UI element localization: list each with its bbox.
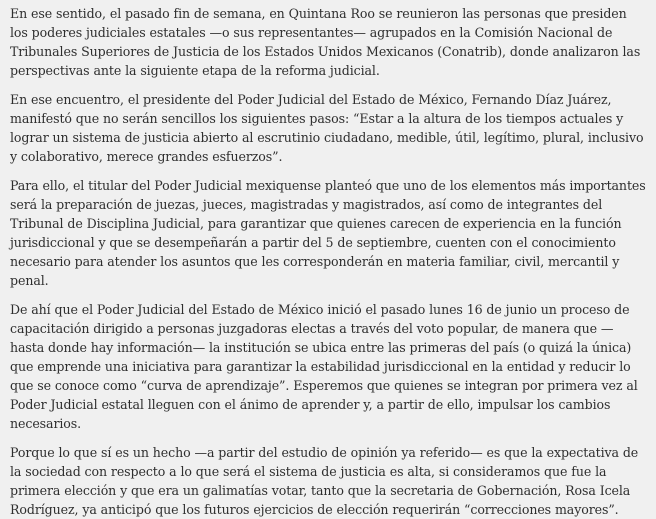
paragraph: Porque lo que sí es un hecho —a partir del estudio de opinión ya referido— es que la expectativa de la sociedad con respecto a lo que será el sistema de justicia es alta, si consideramos que fue la primera elección y que era un galimatías votar, tanto que la secretaria de Gobernación, Rosa Icela Rodríguez, ya anticipó que los futuros ejercicios de elección requerirán “correcciones mayores”. (10, 445, 639, 517)
paragraph: De ahí que el Poder Judicial del Estado de México inició el pasado lunes 16 de junio un proceso de capacitación dirigido a personas juzgadoras electas a través del voto popular, de manera que —hasta donde hay información— la institución se ubica entre las primeras del país (o quizá la única) que emprende una iniciativa para garantizar la estabilidad jurisdiccional en la entidad y reducir lo que se conoce como “curva de aprendizaje”. Esperemos que quienes se integran por primera vez al Poder Judicial estatal lleguen con el ánimo de aprender y, a partir de ello, impulsar los cambios necesarios. (10, 302, 638, 431)
paragraph: En ese encuentro, el presidente del Poder Judicial del Estado de México, Fernando Díaz Juárez, manifestó que no serán sencillos los siguientes pasos: “Estar a la altura de los tiempos actuales y lograr un sistema de justicia abierto al escrutinio ciudadano, medible, útil, legítimo, plural, inclusivo y colaborativo, merece grandes esfuerzos”. (10, 92, 644, 164)
paragraph: En ese sentido, el pasado fin de semana, en Quintana Roo se reunieron las personas que presiden los poderes judiciales estatales —o sus representantes— agrupados en la Comisión Nacional de Tribunales Superiores de Justicia de los Estados Unidos Mexicanos (Conatrib), donde analizaron las perspectivas ante la siguiente etapa de la reforma judicial. (10, 6, 641, 78)
paragraph: Para ello, el titular del Poder Judicial mexiquense planteó que uno de los elementos más importantes será la preparación de juezas, jueces, magistradas y magistrados, así como de integrantes del Tribunal de Disciplina Judicial, para garantizar que quienes carecen de experiencia en la función jurisdiccional y que se desempeñarán a partir del 5 de septiembre, cuenten con el conocimiento necesario para atender los asuntos que les corresponderán en materia familiar, civil, mercantil y penal. (10, 178, 646, 288)
